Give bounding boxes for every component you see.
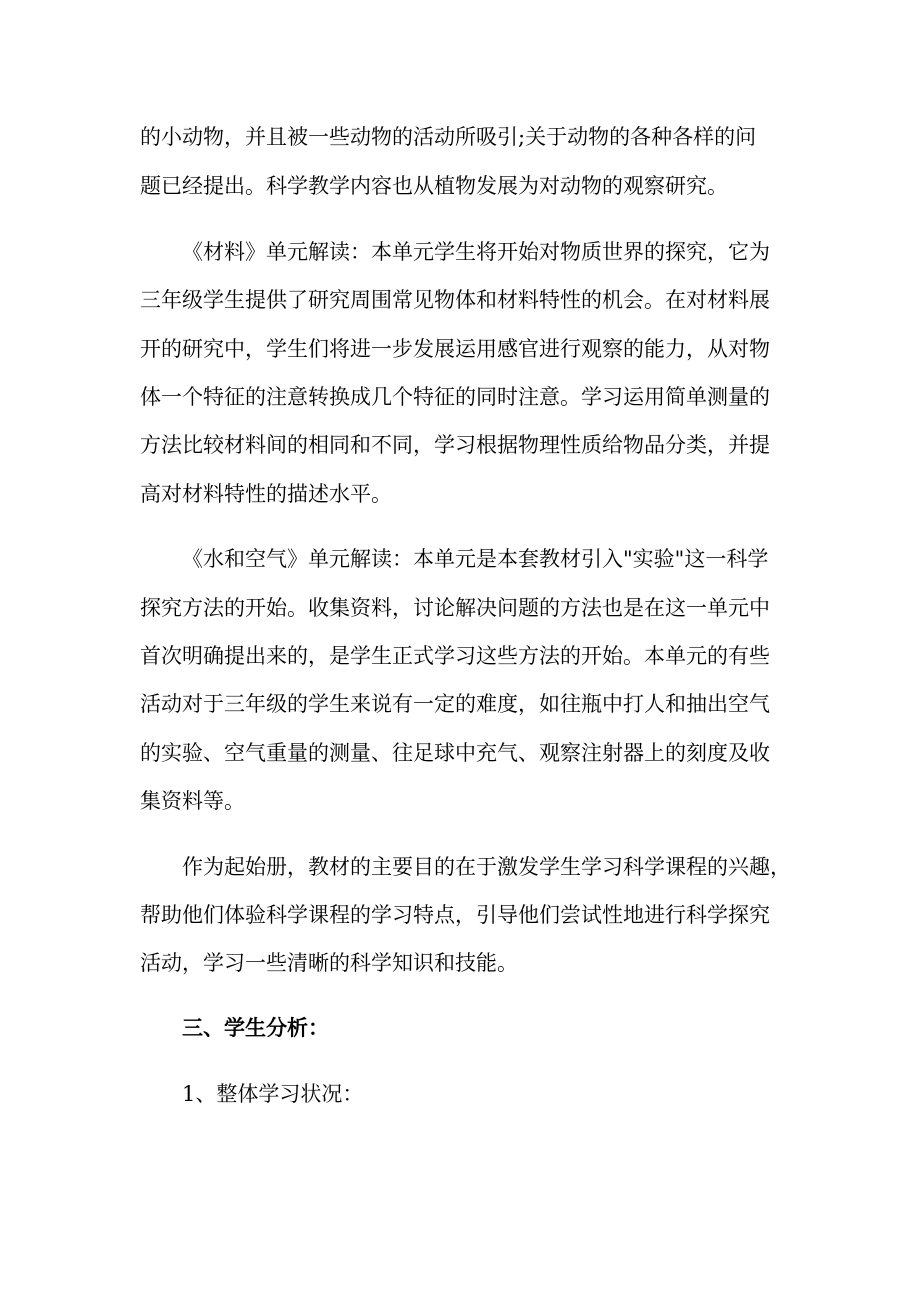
- text-line: 活动对于三年级的学生来说有一定的难度，如往瓶中打人和抽出空气: [140, 692, 770, 716]
- text-line: 帮助他们体验科学课程的学习特点，引导他们尝试性地进行科学探究: [140, 903, 770, 927]
- text-line: 探究方法的开始。收集资料，讨论解决问题的方法也是在这一单元中: [140, 596, 770, 620]
- text-line: 方法比较材料间的相同和不同，学习根据物理性质给物品分类，并提: [140, 433, 770, 457]
- text-line: 体一个特征的注意转换成几个特征的同时注意。学习运用简单测量的: [140, 385, 770, 409]
- text-line: 《材料》单元解读：本单元学生将开始对物质世界的探究，它为: [182, 240, 770, 264]
- text-line: 的实验、空气重量的测量、往足球中充气、观察注射器上的刻度及收: [140, 741, 770, 765]
- text-line: 题已经提出。科学教学内容也从植物发展为对动物的观察研究。: [140, 174, 728, 198]
- subheading: 1、整体学习状况：: [182, 1082, 364, 1106]
- text-line: 作为起始册，教材的主要目的在于激发学生学习科学课程的兴趣，: [182, 855, 791, 879]
- text-line: 高对材料特性的描述水平。: [140, 482, 392, 506]
- text-line: 《水和空气》单元解读：本单元是本套教材引入"实验"这一科学: [182, 547, 769, 571]
- text-line: 集资料等。: [140, 789, 245, 813]
- text-line: 首次明确提出来的，是学生正式学习这些方法的开始。本单元的有些: [140, 644, 770, 668]
- section-heading: 三、学生分析：: [182, 1015, 329, 1040]
- text-line: 活动，学习一些清晰的科学知识和技能。: [140, 951, 518, 975]
- text-line: 三年级学生提供了研究周围常见物体和材料特性的机会。在对材料展: [140, 288, 770, 312]
- text-line: 的小动物，并且被一些动物的活动所吸引;关于动物的各种各样的问: [140, 125, 757, 149]
- text-line: 开的研究中，学生们将进一步发展运用感官进行观察的能力，从对物: [140, 337, 770, 361]
